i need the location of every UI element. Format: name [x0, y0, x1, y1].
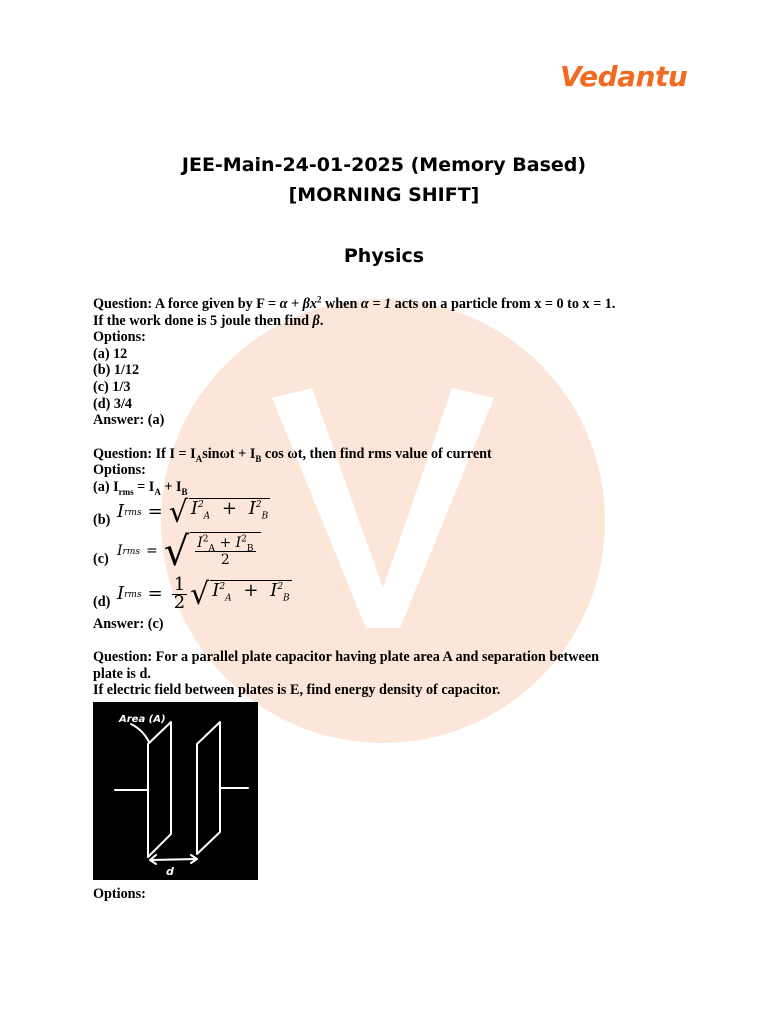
- denominator: 2: [220, 552, 230, 569]
- q1-option-a: (a) 12: [93, 345, 128, 362]
- var-i: I: [235, 534, 242, 551]
- plus-sign: +: [243, 579, 259, 601]
- q1-options-label: Options:: [93, 329, 146, 346]
- subject-heading: Physics: [343, 245, 425, 267]
- sub-b: B: [246, 543, 254, 554]
- q2-sub: A: [154, 486, 161, 497]
- sup-2: 2: [202, 533, 209, 544]
- option-label: (d): [93, 594, 111, 611]
- var-i: I: [212, 579, 220, 601]
- q2-option-c: [93, 530, 693, 574]
- q1-beta: β: [312, 312, 320, 329]
- option-label: (b): [93, 512, 111, 529]
- sqrt: √ $\frac{I^2_A + I^2_B}{2}$: [164, 532, 261, 572]
- question-content: [93, 296, 693, 903]
- q2-options-label: Options:: [93, 462, 146, 479]
- exam-title: JEE-Main-24-01-2025 (Memory Based): [181, 154, 587, 176]
- option-label: (c): [93, 551, 109, 568]
- sub-b: B: [283, 593, 290, 604]
- plus-sign: +: [221, 497, 237, 519]
- numerator: 1: [173, 574, 186, 596]
- q2-sub: B: [181, 486, 188, 497]
- equals-sign: =: [147, 583, 163, 605]
- sup-2: 2: [255, 499, 262, 510]
- q2-option-b: [93, 496, 693, 530]
- var-i: I: [117, 501, 125, 523]
- q1-option-c: (c) 1/3: [93, 378, 131, 395]
- separation-arrow: [151, 859, 197, 860]
- q2-option-a: [93, 479, 693, 496]
- equals-sign: =: [147, 501, 163, 523]
- q2-text: cos ωt, then find rms value of current: [261, 445, 492, 462]
- var-i: I: [197, 534, 203, 551]
- formula-c: I rms = √ $\frac{I^2_A + I^2_B}{2}$: [117, 532, 261, 572]
- q2-text: sinωt + I: [202, 445, 256, 462]
- area-label: Area (A): [119, 713, 166, 725]
- q1-line-2: [93, 313, 693, 330]
- q1-line-1: [93, 296, 693, 313]
- var-i: I: [117, 543, 123, 560]
- sqrt: √ $I^2_A + I^2_B$: [168, 494, 269, 530]
- sup-2: 2: [277, 581, 284, 592]
- q2-sub: B: [255, 453, 262, 464]
- fraction: [172, 574, 187, 614]
- q1-text: Question: A force given by F =: [93, 296, 280, 312]
- sup-2: 2: [241, 533, 247, 544]
- vedantu-logo: Vedantu: [560, 60, 688, 93]
- q2-text: = I: [133, 478, 155, 495]
- sub-a: A: [203, 511, 211, 522]
- q1-option-d: (d) 3/4: [93, 395, 133, 412]
- equals-sign: =: [146, 543, 158, 560]
- var-i: I: [117, 583, 125, 605]
- q1-text: .: [319, 312, 324, 329]
- q1-text: when: [321, 296, 361, 312]
- denominator: 2: [173, 592, 186, 614]
- q3-options-label: Options:: [93, 885, 146, 902]
- sup-2: 2: [219, 581, 226, 592]
- q2-option-d: [93, 574, 693, 616]
- q1-text: If the work done is 5 joule then find: [93, 312, 313, 329]
- q2-text: Question: If I = I: [93, 445, 196, 462]
- q1-alpha: α = 1: [360, 296, 392, 312]
- q2-answer: Answer: (c): [93, 615, 164, 632]
- q2-text: + I: [160, 478, 182, 495]
- q1-answer: Answer: (a): [93, 412, 165, 429]
- q2-sub: rms: [118, 486, 134, 497]
- formula-d: I rms = $\frac{1}{2}$ √ $I^2_A + I^2_B$: [117, 574, 290, 614]
- var-i: I: [190, 497, 198, 519]
- sup-2: 2: [197, 499, 204, 510]
- q2-text: (a) I: [93, 478, 119, 495]
- q1-force-expr: α + βx: [279, 296, 317, 312]
- q1-text: acts on a particle from x = 0 to x = 1.: [391, 296, 616, 312]
- sub-a: A: [225, 593, 232, 604]
- sub-b: B: [261, 511, 269, 522]
- plus-sign: +: [219, 534, 232, 551]
- sub-a: A: [208, 543, 215, 554]
- q3-line-2: plate is d.: [93, 665, 151, 682]
- var-i: I: [248, 497, 256, 519]
- var-i: I: [270, 579, 278, 601]
- q1-option-b: (b) 1/12: [93, 362, 140, 379]
- shift-title: [MORNING SHIFT]: [288, 184, 480, 206]
- q3-line-3: If electric field between plates is E, find energy density of capacitor.: [93, 682, 501, 699]
- sqrt: √ $I^2_A + I^2_B$: [190, 576, 290, 612]
- formula-b: I rms = √ $I^2_A + I^2_B$: [117, 494, 269, 530]
- q3-line-1: Question: For a parallel plate capacitor having plate area A and separation between: [93, 649, 600, 666]
- capacitor-diagram: [93, 702, 258, 880]
- q1-sup: 2: [317, 294, 322, 305]
- q2-question: [93, 446, 693, 463]
- separation-label: d: [166, 864, 174, 878]
- q2-sub: A: [195, 453, 203, 464]
